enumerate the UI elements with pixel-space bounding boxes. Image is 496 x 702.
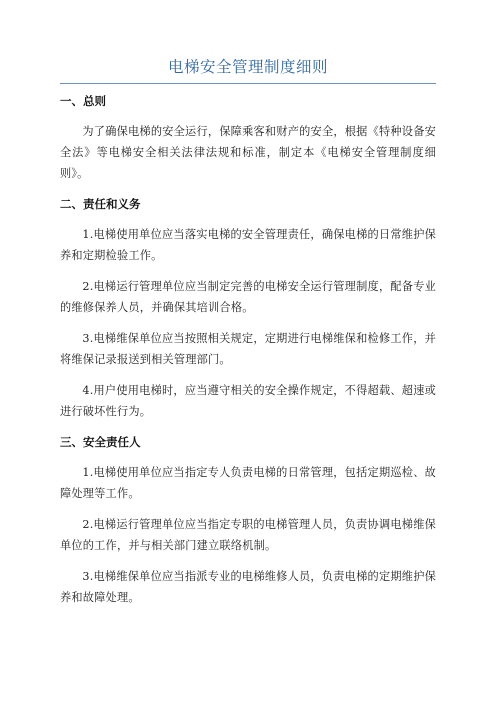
section-heading-general: 一、总则 [60, 94, 106, 108]
paragraph: 4.用户使用电梯时，应当遵守相关的安全操作规定，不得超载、超速或进行破坏性行为。 [60, 384, 436, 418]
paragraph: 1.电梯使用单位应当落实电梯的安全管理责任，确保电梯的日常维护保养和定期检验工作。 [60, 228, 436, 262]
section-heading-safety-officers: 三、安全责任人 [60, 435, 141, 449]
paragraph: 2.电梯运行管理单位应当指定专职的电梯管理人员，负责协调电梯维保单位的工作，并与相关部门建立联络机制。 [60, 518, 436, 552]
title-divider [60, 83, 436, 84]
paragraph: 3.电梯维保单位应当按照相关规定，定期进行电梯维保和检修工作，并将维保记录报送到相关管理部门。 [60, 332, 436, 366]
paragraph: 为了确保电梯的安全运行，保障乘客和财产的安全，根据《特种设备安全法》等电梯安全相关法律法规和标准，制定本《电梯安全管理制度细则》。 [60, 125, 436, 180]
section-heading-responsibilities: 二、责任和义务 [60, 197, 141, 211]
paragraph: 3.电梯维保单位应当指派专业的电梯维修人员，负责电梯的定期维护保养和故障处理。 [60, 570, 436, 604]
paragraph: 1.电梯使用单位应当指定专人负责电梯的日常管理，包括定期巡检、故障处理等工作。 [60, 466, 436, 500]
paragraph: 2.电梯运行管理单位应当制定完善的电梯安全运行管理制度，配备专业的维修保养人员，并确保其培训合格。 [60, 280, 436, 314]
document-body [60, 93, 436, 608]
document-title: 电梯安全管理制度细则 [167, 58, 328, 76]
